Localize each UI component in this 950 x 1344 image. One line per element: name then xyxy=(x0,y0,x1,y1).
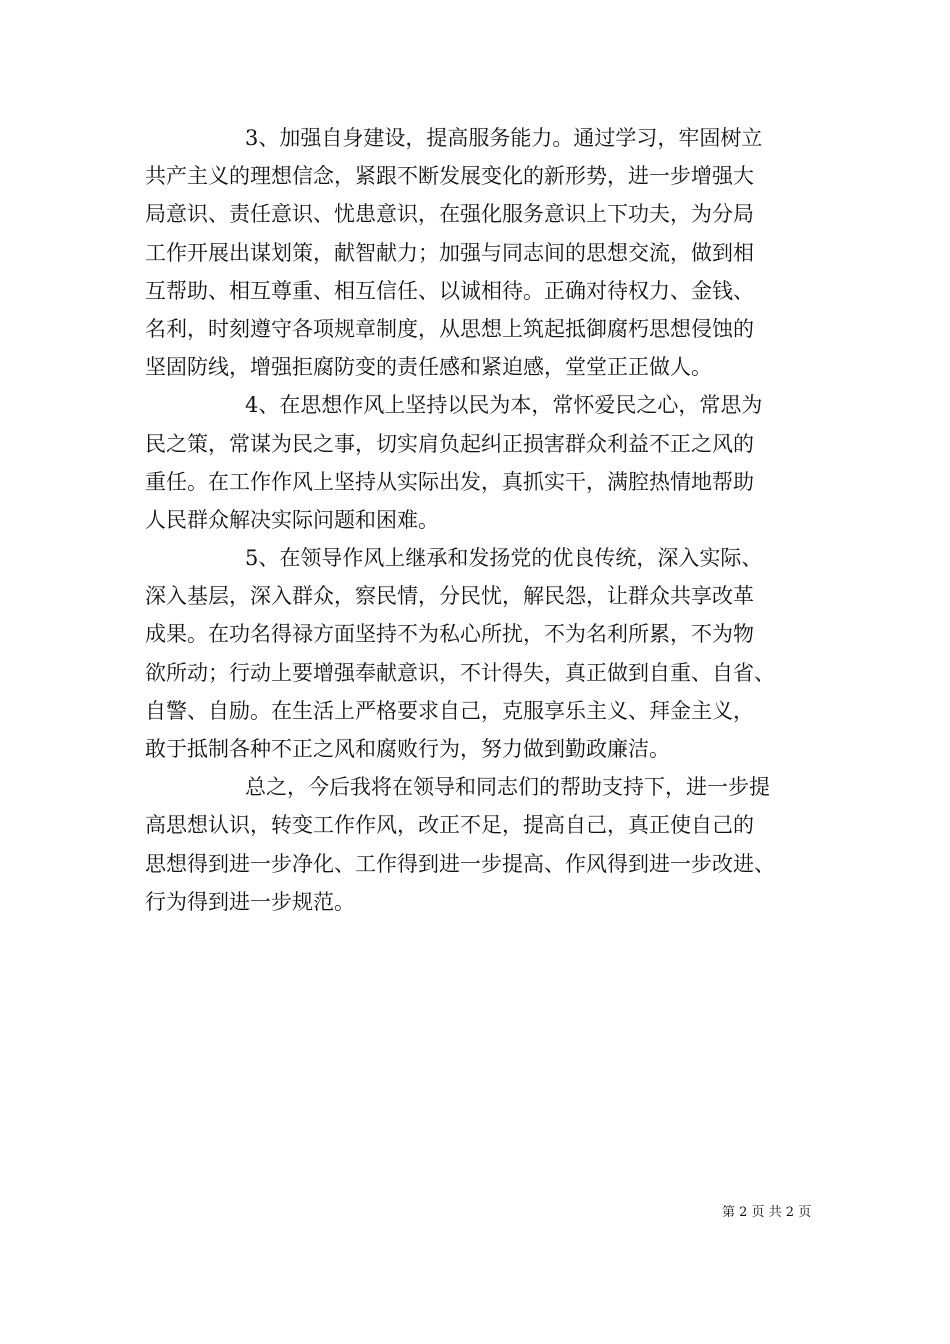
paragraph-5-line-3: 成果。在功名得禄方面坚持不为私心所扰，不为名利所累，不为物 xyxy=(145,622,754,647)
paragraph-3-line-3: 局意识、责任意识、忧患意识，在强化服务意识上下功夫，为分局 xyxy=(145,202,754,227)
body-text xyxy=(145,119,825,921)
paragraph-5-line-1: 5、在领导作风上继承和发扬党的优良传统，深入实际、 xyxy=(245,546,763,571)
summary-line-2: 高思想认识，转变工作作风，改正不足，提高自己，真正使自己的 xyxy=(145,813,754,838)
summary-line-3: 思想得到进一步净化、工作得到进一步提高、作风得到进一步改进、 xyxy=(145,851,775,876)
page-number: 第 2 页 共 2 页 xyxy=(722,1205,812,1220)
paragraph-3-line-1: 3、加强自身建设，提高服务能力。通过学习，牢固树立 xyxy=(245,126,763,150)
summary-line-1: 总之，今后我将在领导和同志们的帮助支持下，进一步提 xyxy=(245,775,770,800)
paragraph-4-line-4: 人民群众解决实际问题和困难。 xyxy=(145,507,439,532)
paragraph-5-line-5: 自警、自励。在生活上严格要求自己，克服享乐主义、拜金主义， xyxy=(145,698,754,723)
paragraph-4-line-3: 重任。在工作作风上坚持从实际出发，真抓实干，满腔热情地帮助 xyxy=(145,469,754,494)
summary-line-4: 行为得到进一步规范。 xyxy=(145,889,355,914)
paragraph-5-line-4: 欲所动；行动上要增强奉献意识，不计得失，真正做到自重、自省、 xyxy=(145,660,775,685)
paragraph-5-line-6: 敢于抵制各种不正之风和腐败行为，努力做到勤政廉洁。 xyxy=(145,737,670,761)
paragraph-3-line-7: 坚固防线，增强拒腐防变的责任感和紧迫感，堂堂正正做人。 xyxy=(145,355,712,380)
paragraph-4-line-2: 民之策，常谋为民之事，切实肩负起纠正损害群众利益不正之风的 xyxy=(145,431,754,456)
paragraph-3-line-5: 互帮助、相互尊重、相互信任、以诚相待。正确对待权力、金钱、 xyxy=(145,278,754,303)
paragraph-3-line-2: 共产主义的理想信念，紧跟不断发展变化的新形势，进一步增强大 xyxy=(145,164,754,189)
paragraph-4-line-1: 4、在思想作风上坚持以民为本，常怀爱民之心，常思为 xyxy=(245,393,763,418)
paragraph-3-line-6: 名利，时刻遵守各项规章制度，从思想上筑起抵御腐朽思想侵蚀的 xyxy=(145,316,754,341)
paragraph-3-line-4: 工作开展出谋划策，献智献力；加强与同志间的思想交流，做到相 xyxy=(145,240,754,265)
paragraph-5-line-2: 深入基层，深入群众，察民情，分民忧，解民怨，让群众共享改革 xyxy=(145,584,754,609)
